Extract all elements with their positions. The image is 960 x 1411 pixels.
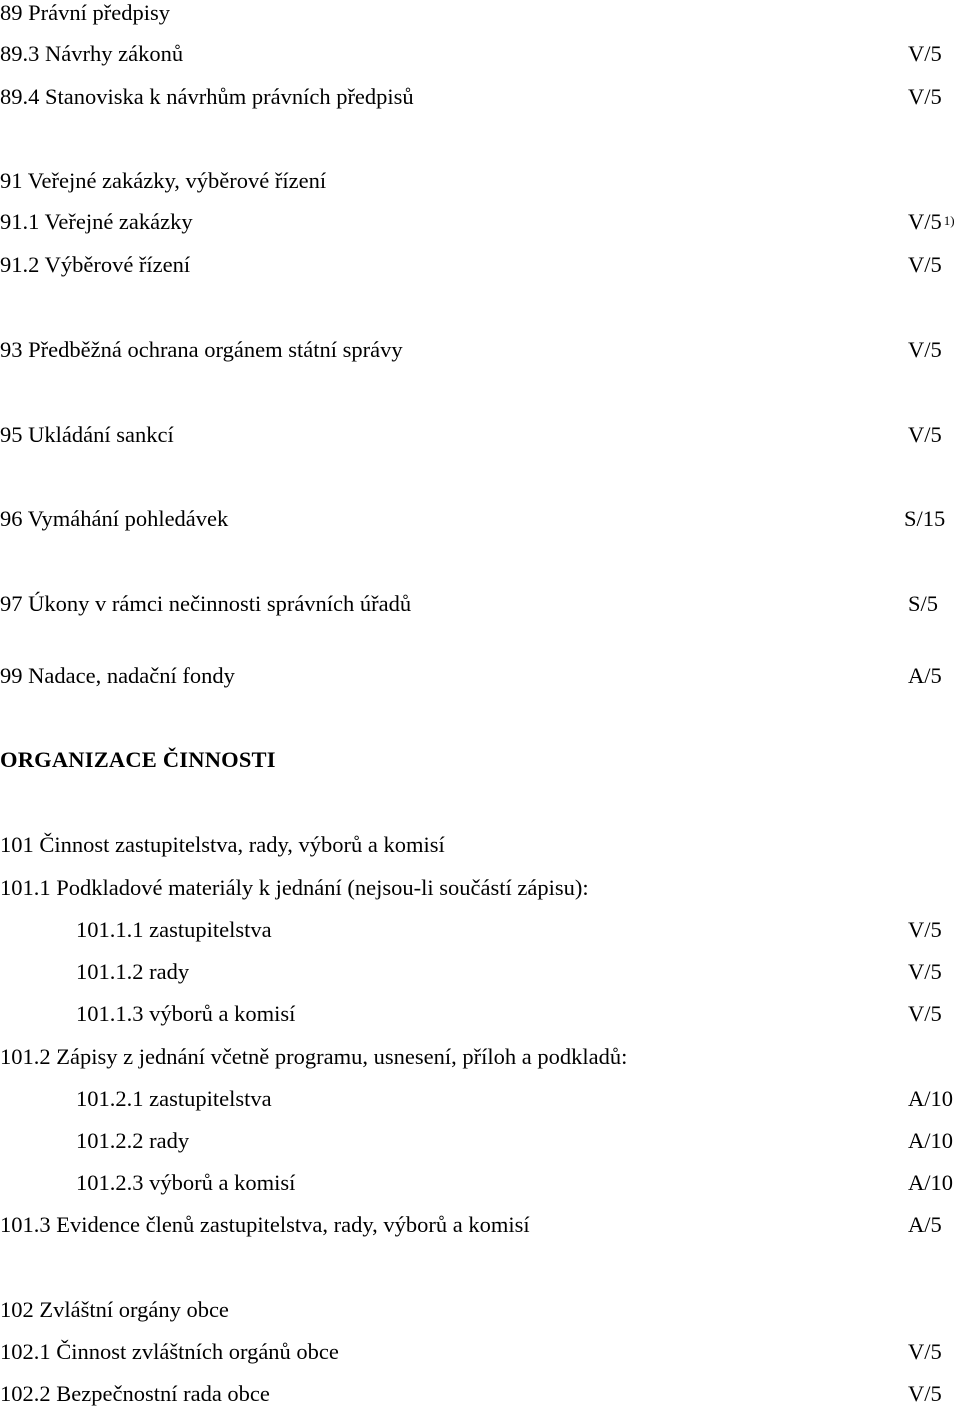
entry-label: 91.2 Výběrové řízení xyxy=(0,252,191,277)
footnote-marker: 1) xyxy=(943,213,955,228)
retention-code: V/5 xyxy=(908,422,942,447)
entry-label: 91.1 Veřejné zakázky xyxy=(0,209,193,234)
section-heading-label: ORGANIZACE ČINNOSTI xyxy=(0,747,276,772)
retention-code: V/5 xyxy=(908,84,942,109)
entry-label: 96 Vymáhání pohledávek xyxy=(0,506,229,531)
entry-label: 101.1.1 zastupitelstva xyxy=(76,917,272,942)
retention-code: S/15 xyxy=(904,506,946,531)
retention-code: A/10 xyxy=(908,1128,953,1153)
entry-label: 101.2 Zápisy z jednání včetně programu, usnesení, příloh a podkladů: xyxy=(0,1044,628,1069)
entry-label: 97 Úkony v rámci nečinnosti správních úřadů xyxy=(0,591,412,616)
entry-label: 102.1 Činnost zvláštních orgánů obce xyxy=(0,1339,339,1364)
retention-code: A/5 xyxy=(908,1212,942,1237)
entry-label: 89.3 Návrhy zákonů xyxy=(0,41,184,66)
entry-label: 101.2.1 zastupitelstva xyxy=(76,1086,272,1111)
retention-code: V/5 xyxy=(908,337,942,362)
retention-code: A/10 xyxy=(908,1170,953,1195)
entry-label: 89.4 Stanoviska k návrhům právních předpisů xyxy=(0,84,414,109)
entry-label: 101 Činnost zastupitelstva, rady, výborů a komisí xyxy=(0,832,445,857)
entry-label: 101.1.3 výborů a komisí xyxy=(76,1001,296,1026)
entry-label: 95 Ukládání sankcí xyxy=(0,422,174,447)
retention-code: S/5 xyxy=(908,591,939,616)
entry-label: 102 Zvláštní orgány obce xyxy=(0,1297,229,1322)
retention-code: V/5 xyxy=(908,1001,942,1026)
entry-label: 91 Veřejné zakázky, výběrové řízení xyxy=(0,168,327,193)
entry-label: 101.1 Podkladové materiály k jednání (nejsou-li součástí zápisu): xyxy=(0,875,589,900)
entry-label: 101.1.2 rady xyxy=(76,959,190,984)
entry-label: 93 Předběžná ochrana orgánem státní správy xyxy=(0,337,403,362)
retention-code: A/5 xyxy=(908,663,942,688)
retention-code: V/5 xyxy=(908,1381,942,1406)
entry-label: 101.2.2 rady xyxy=(76,1128,190,1153)
retention-code: V/5 xyxy=(908,917,942,942)
retention-code: V/5 xyxy=(908,41,942,66)
entry-label: 99 Nadace, nadační fondy xyxy=(0,663,235,688)
retention-code: V/5 xyxy=(908,1339,942,1364)
retention-code: V/5 xyxy=(908,959,942,984)
entry-label: 89 Právní předpisy xyxy=(0,0,170,25)
entry-label: 102.2 Bezpečnostní rada obce xyxy=(0,1381,270,1406)
entry-label: 101.2.3 výborů a komisí xyxy=(76,1170,296,1195)
retention-code: V/5 $^{1)}$ xyxy=(908,209,955,234)
retention-code: V/5 xyxy=(908,252,942,277)
entry-label: 101.3 Evidence členů zastupitelstva, rady, výborů a komisí xyxy=(0,1212,530,1237)
retention-code: A/10 xyxy=(908,1086,953,1111)
